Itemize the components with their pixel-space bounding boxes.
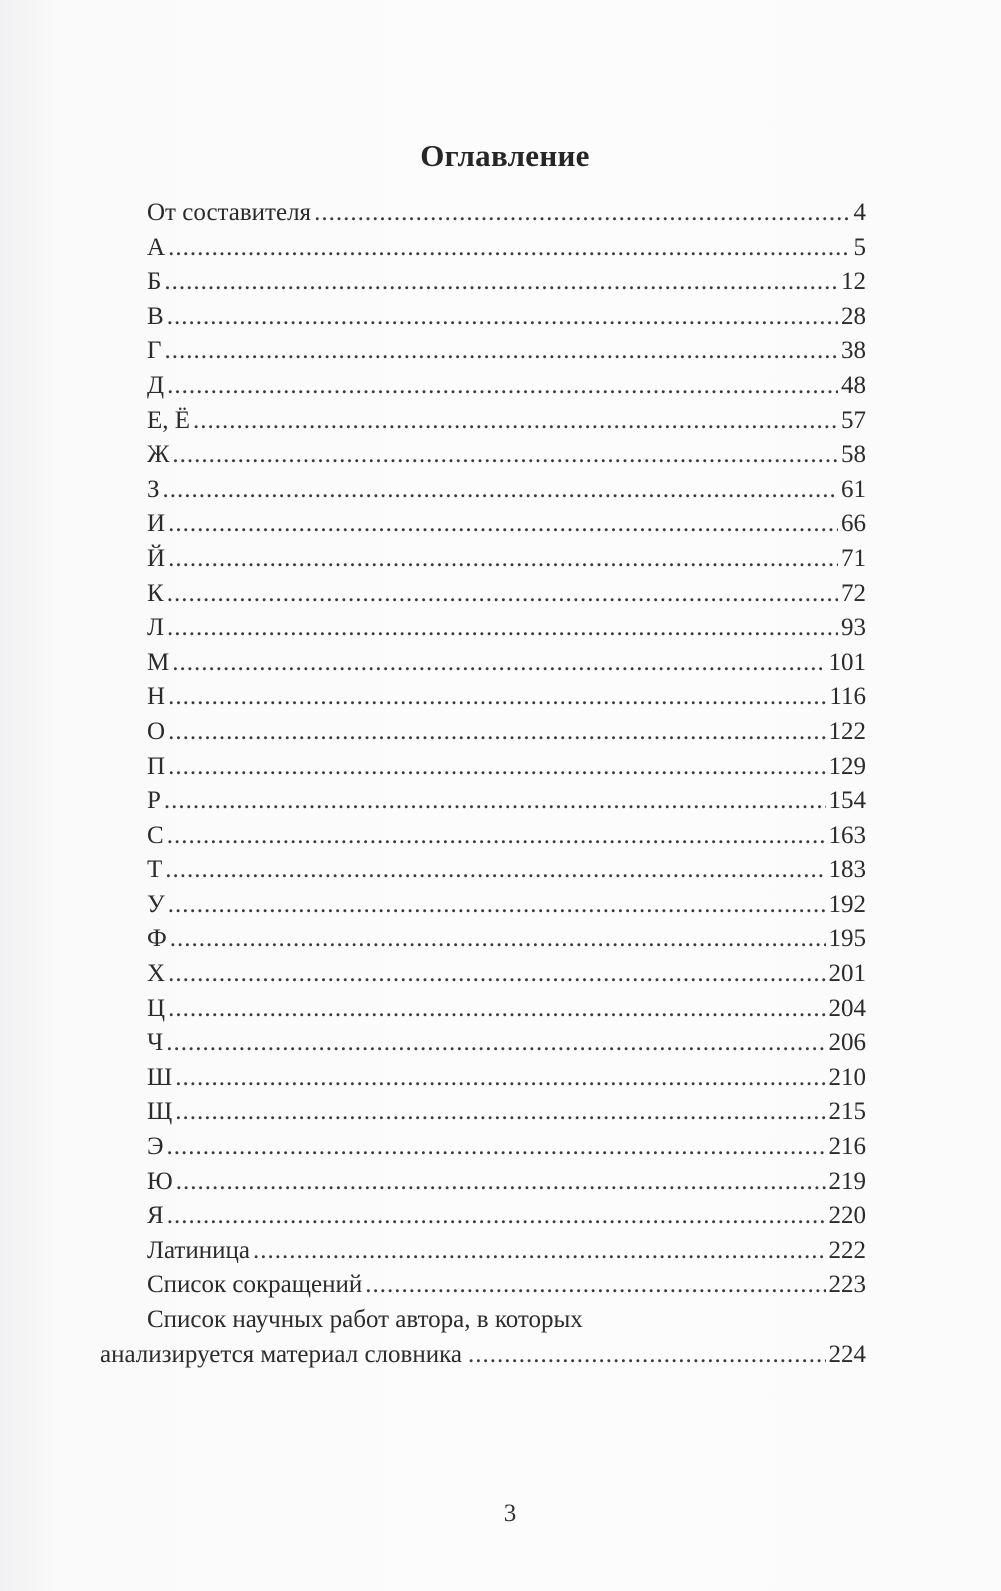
toc-entry (100, 784, 866, 819)
toc-entry-label: Щ (147, 1098, 173, 1126)
dot-leader (167, 577, 838, 612)
dot-leader (165, 853, 825, 888)
toc-entry-label: З (147, 475, 160, 503)
toc-entry-label-line2: анализируется материал словника (100, 1340, 462, 1368)
toc-entry (100, 473, 866, 508)
toc-entry-page: 206 (828, 1029, 866, 1057)
toc-entry (100, 1026, 866, 1061)
toc-entry (100, 1268, 866, 1303)
toc-entry-page: 101 (828, 648, 866, 676)
toc-entry-label: К (147, 579, 164, 607)
toc-entry-label: Ф (147, 925, 167, 953)
toc-entry-label-line1: Список научных работ автора, в которых (147, 1306, 583, 1333)
toc-entry-label: Е, Ё (147, 406, 191, 434)
toc-entry (100, 265, 866, 300)
toc-entry (100, 334, 866, 369)
toc-entry-page: 192 (828, 890, 866, 918)
toc-entry (100, 1061, 866, 1096)
toc-entry-label: В (147, 302, 164, 330)
toc-entry (100, 1199, 866, 1234)
dot-leader (167, 1130, 826, 1165)
toc-entry-label: Т (147, 856, 163, 884)
toc-entry-label: Э (147, 1133, 164, 1161)
toc-entry-page: 38 (841, 337, 866, 365)
dot-leader (172, 646, 825, 681)
toc-entry-label: Ж (147, 441, 170, 469)
toc-entry-label: А (147, 233, 166, 261)
page-title: Оглавление (420, 138, 590, 173)
toc-entry-page: 71 (841, 544, 866, 572)
toc-entry-label: И (147, 510, 166, 538)
toc-entry (100, 196, 866, 231)
dot-leader (167, 819, 826, 854)
dot-leader (253, 1234, 826, 1269)
dot-leader (175, 1095, 825, 1130)
dot-leader (168, 957, 825, 992)
toc-entry (100, 888, 866, 923)
dot-leader (365, 1268, 825, 1303)
dot-leader (172, 438, 838, 473)
toc-entry (100, 611, 866, 646)
toc-entry (100, 646, 866, 681)
dot-leader (168, 715, 825, 750)
toc-entry-label: Список сокращений (147, 1271, 363, 1299)
dot-leader (176, 1165, 826, 1200)
dot-leader (164, 265, 838, 300)
toc-entry-label: М (147, 648, 170, 676)
dot-leader (168, 888, 826, 923)
toc-entry-label: Б (147, 268, 162, 296)
toc-entry-page: 61 (841, 475, 866, 503)
dot-leader (168, 992, 825, 1027)
toc-entry-label: Я (147, 1202, 164, 1230)
toc-entry-page: 122 (828, 717, 866, 745)
toc-entry-scientific-works (100, 1303, 866, 1372)
dot-leader (167, 1199, 826, 1234)
dot-leader (168, 507, 838, 542)
toc-entry-page: 57 (841, 406, 866, 434)
dot-leader (167, 369, 838, 404)
toc-entry-label: Латиница (147, 1236, 250, 1264)
toc-entry-page: 154 (828, 787, 866, 815)
toc-entry-page: 201 (828, 960, 866, 988)
toc-entry-page: 215 (828, 1098, 866, 1126)
dot-leader (168, 750, 825, 785)
dot-leader (168, 231, 850, 266)
toc-entry-page: 220 (828, 1202, 866, 1230)
toc-entry-label: С (147, 821, 164, 849)
dot-leader (468, 1338, 826, 1373)
toc-entry (100, 507, 866, 542)
toc-entry (100, 1095, 866, 1130)
toc-entry-label: Л (147, 614, 164, 642)
toc-entry-label: П (147, 752, 166, 780)
toc-entry-page: 224 (828, 1340, 866, 1368)
dot-leader (193, 404, 838, 439)
toc-entry-page: 195 (828, 925, 866, 953)
toc-entry (100, 1130, 866, 1165)
toc-entry-label: О (147, 717, 166, 745)
toc-entry (100, 819, 866, 854)
toc-entry-label: Х (147, 960, 166, 988)
dot-leader (175, 1061, 825, 1096)
toc-entry (100, 438, 866, 473)
toc-entry-page: 219 (828, 1167, 866, 1195)
dot-leader (164, 784, 826, 819)
toc-entry-label: Р (147, 787, 161, 815)
dot-leader (167, 611, 838, 646)
toc-entry-label: От составителя (147, 199, 312, 226)
table-of-contents (100, 196, 866, 1372)
toc-entry-page: 210 (828, 1063, 866, 1091)
toc-entry (100, 922, 866, 957)
toc-entry (100, 300, 866, 335)
toc-entry-page: 5 (853, 233, 866, 261)
dot-leader (314, 196, 850, 231)
toc-entry-page: 163 (828, 821, 866, 849)
toc-entry (100, 853, 866, 888)
toc-entry-page: 58 (841, 441, 866, 469)
toc-entry-page: 222 (828, 1236, 866, 1264)
toc-entry-label: Ц (147, 994, 166, 1022)
toc-entry (100, 1165, 866, 1200)
toc-entry-page: 204 (828, 994, 866, 1022)
toc-entry (100, 715, 866, 750)
dot-leader (168, 542, 838, 577)
toc-entry-label: У (147, 890, 165, 918)
toc-entry-label: Н (147, 683, 166, 711)
dot-leader (164, 334, 838, 369)
dot-leader (166, 1026, 825, 1061)
toc-entry-page: 129 (828, 752, 866, 780)
toc-entry-page: 216 (828, 1133, 866, 1161)
toc-entry-page: 66 (841, 510, 866, 538)
toc-entry-page: 28 (841, 302, 866, 330)
toc-entry-label: Ю (147, 1167, 173, 1195)
toc-entry-page: 223 (828, 1271, 866, 1299)
toc-entry-page: 116 (829, 683, 866, 711)
dot-leader (170, 922, 826, 957)
toc-entry-label: Г (147, 337, 162, 365)
toc-entry-page: 72 (841, 579, 866, 607)
toc-entry (100, 369, 866, 404)
toc-entry-page: 48 (841, 371, 866, 399)
toc-entry-page: 183 (828, 856, 866, 884)
toc-entry-label: Й (147, 544, 166, 572)
toc-entry (100, 957, 866, 992)
toc-entry (100, 680, 866, 715)
dot-leader (168, 680, 826, 715)
dot-leader (163, 473, 838, 508)
toc-entry (100, 992, 866, 1027)
toc-entry-label: Ч (147, 1029, 164, 1057)
toc-entry-label: Ш (147, 1063, 173, 1091)
toc-entry-page: 12 (841, 268, 866, 296)
toc-entry-page: 4 (853, 199, 866, 226)
page-number: 3 (503, 1500, 517, 1527)
toc-entry (100, 750, 866, 785)
toc-entry-label: Д (147, 371, 165, 399)
toc-entry (100, 231, 866, 266)
toc-entry (100, 1234, 866, 1269)
toc-entry (100, 404, 866, 439)
dot-leader (167, 300, 838, 335)
toc-entry-page: 93 (841, 614, 866, 642)
toc-entry (100, 577, 866, 612)
toc-entry (100, 542, 866, 577)
